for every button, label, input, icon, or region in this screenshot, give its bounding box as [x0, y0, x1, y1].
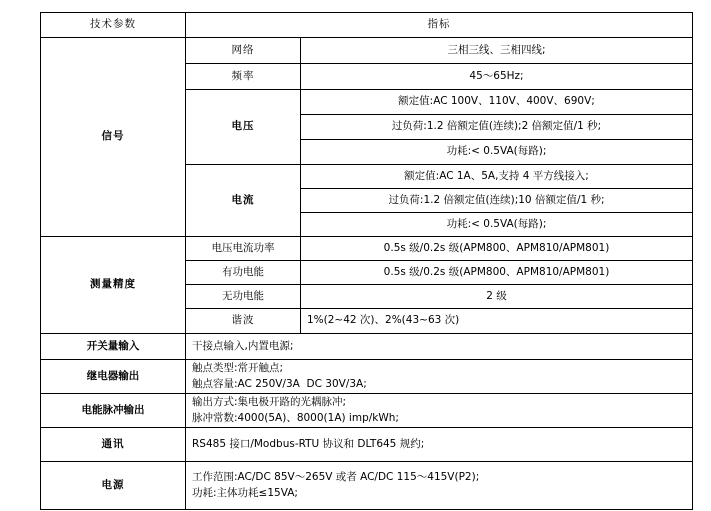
table-row — [41, 38, 693, 64]
pulse-output-line: 输出方式:集电极开路的光耦脉冲; — [192, 396, 347, 409]
pulse-output-value — [186, 394, 693, 428]
accuracy-item-label: 有功电能 — [186, 261, 301, 285]
power-line: 工作范围:AC/DC 85V～265V 或者 AC/DC 115～415V(P2); — [192, 471, 480, 484]
signal-label: 信号 — [41, 38, 186, 237]
table-row — [41, 394, 693, 428]
current-line: 功耗:< 0.5VA(每路); — [301, 213, 693, 237]
comm-label: 通讯 — [41, 428, 186, 462]
spec-table — [40, 12, 693, 510]
switch-input-label: 开关量输入 — [41, 334, 186, 360]
current-label: 电流 — [186, 165, 301, 237]
current-line: 过负荷:1.2 倍额定值(连续);10 倍额定值/1 秒; — [301, 189, 693, 213]
relay-output-label: 继电器输出 — [41, 360, 186, 394]
voltage-line: 功耗:< 0.5VA(每路); — [301, 140, 693, 165]
header-row — [41, 13, 693, 38]
table-row — [41, 462, 693, 510]
power-label: 电源 — [41, 462, 186, 510]
accuracy-item-label: 谐波 — [186, 309, 301, 334]
accuracy-item-value: 0.5s 级/0.2s 级(APM800、APM810/APM801) — [301, 237, 693, 261]
network-label: 网络 — [186, 38, 301, 64]
accuracy-item-value: 0.5s 级/0.2s 级(APM800、APM810/APM801) — [301, 261, 693, 285]
accuracy-item-value: 1%(2~42 次)、2%(43~63 次) — [301, 309, 693, 334]
accuracy-item-label: 电压电流功率 — [186, 237, 301, 261]
table-row — [41, 237, 693, 261]
header-param: 技术参数 — [41, 13, 186, 38]
frequency-value: 45～65Hz; — [301, 64, 693, 90]
relay-output-value — [186, 360, 693, 394]
relay-output-line: 触点容量:AC 250V/3A DC 30V/3A; — [192, 377, 367, 390]
relay-output-line: 触点类型:常开触点; — [192, 362, 284, 375]
accuracy-item-label: 无功电能 — [186, 285, 301, 309]
current-line: 额定值:AC 1A、5A,支持 4 平方线接入; — [301, 165, 693, 189]
header-spec: 指标 — [186, 13, 693, 38]
voltage-label: 电压 — [186, 90, 301, 165]
power-line: 功耗:主体功耗≤15VA; — [192, 486, 298, 499]
voltage-line: 过负荷:1.2 倍额定值(连续);2 倍额定值/1 秒; — [301, 115, 693, 140]
comm-value: RS485 接口/Modbus-RTU 协议和 DLT645 规约; — [186, 428, 693, 462]
voltage-line: 额定值:AC 100V、110V、400V、690V; — [301, 90, 693, 115]
table-row — [41, 360, 693, 394]
pulse-output-label: 电能脉冲输出 — [41, 394, 186, 428]
table-row — [41, 428, 693, 462]
power-value — [186, 462, 693, 510]
accuracy-label: 测量精度 — [41, 237, 186, 334]
frequency-label: 频率 — [186, 64, 301, 90]
switch-input-value: 干接点输入,内置电源; — [186, 334, 693, 360]
table-row — [41, 334, 693, 360]
network-value: 三相三线、三相四线; — [301, 38, 693, 64]
accuracy-item-value: 2 级 — [301, 285, 693, 309]
pulse-output-line: 脉冲常数:4000(5A)、8000(1A) imp/kWh; — [192, 411, 399, 424]
